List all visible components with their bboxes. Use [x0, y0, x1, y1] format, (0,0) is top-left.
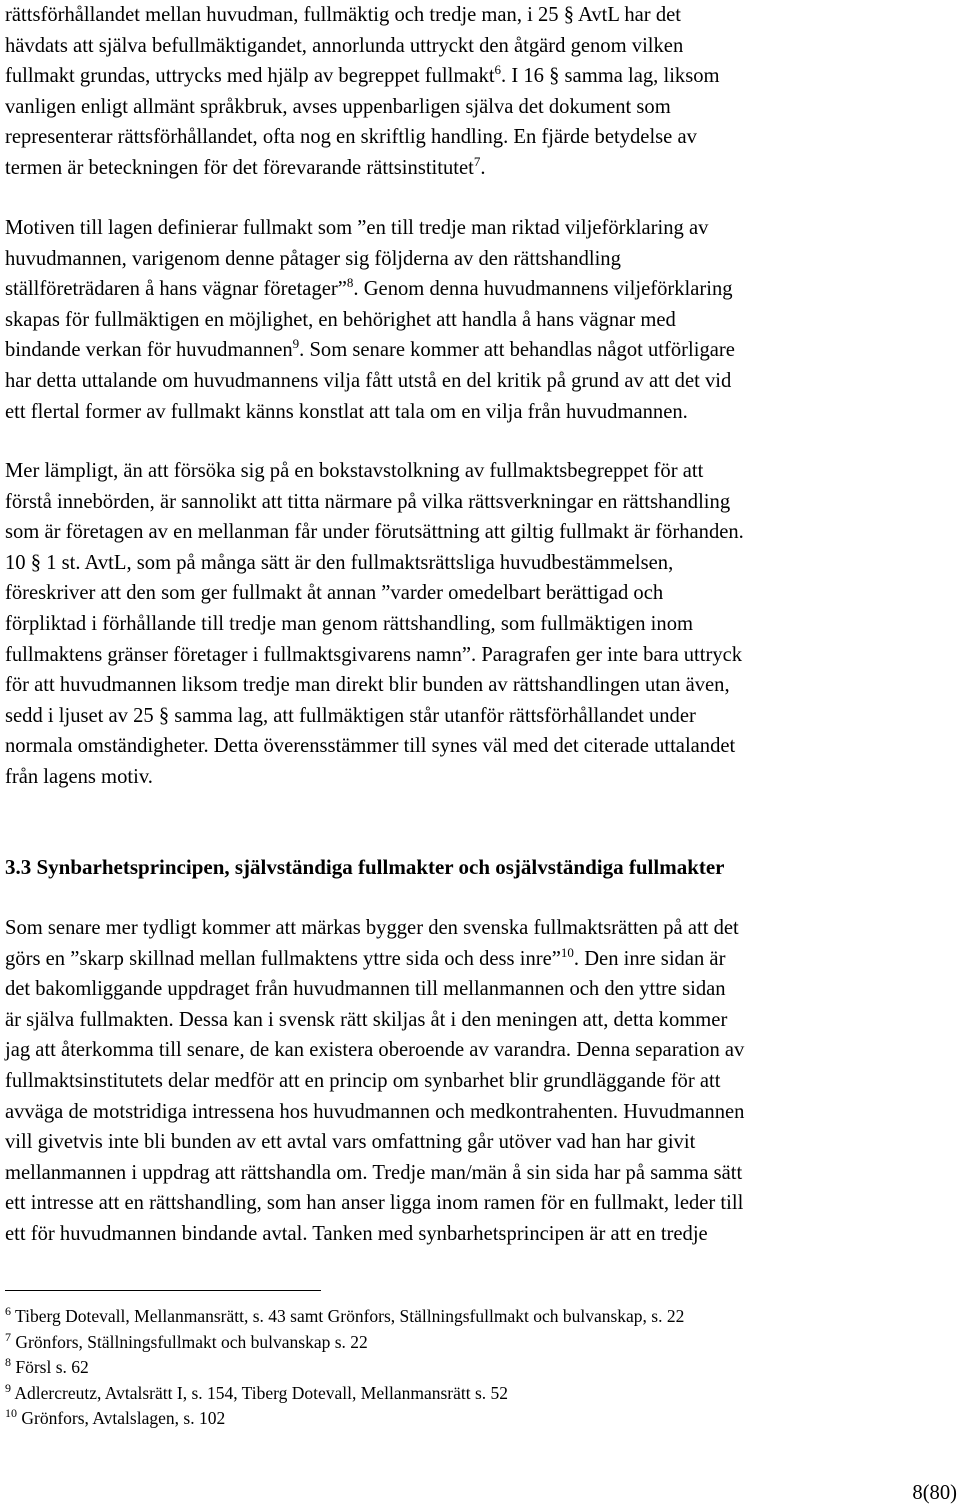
text-segment: rättsförhållandet mellan huvudman, fullmäktig och tredje man, i 25 § AvtL har det	[5, 4, 681, 26]
text-line	[5, 974, 950, 1005]
text-segment: termen är beteckningen för det förevarande rättsinstitutet	[5, 156, 474, 179]
footnote	[5, 1304, 684, 1330]
footnote	[5, 1355, 684, 1381]
text-line	[5, 517, 950, 548]
text-segment: . Genom denna huvudmannens viljeförklaring	[353, 278, 733, 301]
text-line	[5, 0, 950, 31]
footnote-reference: 8	[346, 275, 354, 291]
text-segment: vill givetvis inte bli bunden av ett avtal vars omfattning går utöver vad han har givit	[5, 1131, 696, 1154]
text-segment: som är företagen av en mellanman får under förutsättning att giltig fullmakt är förhanden.	[5, 521, 744, 544]
text-line	[5, 274, 950, 305]
footnote	[5, 1381, 684, 1407]
paragraph-4	[5, 913, 950, 1250]
text-line	[5, 731, 950, 762]
text-segment: förstå innebörden, är sannolikt att titta närmare på vilka rättsverkningar en rättshandling	[5, 490, 731, 513]
text-line	[5, 31, 950, 62]
footnote-text: Försl s. 62	[11, 1357, 89, 1378]
text-segment: bindande verkan för huvudmannen	[5, 339, 293, 362]
text-segment: det bakomliggande uppdraget från huvudmannen till mellanmannen och den yttre sidan	[5, 978, 726, 1001]
text-line	[5, 487, 950, 518]
text-segment: ett för huvudmannen bindande avtal. Tanken med synbarhetsprincipen är att en tredje	[5, 1222, 708, 1245]
text-segment: är själva fullmakten. Dessa kan i svensk rätt skiljas åt i den meningen att, detta kommer	[5, 1008, 728, 1031]
text-segment: förpliktad i förhållande till tredje man genom rättshandling, som fullmäktigen inom	[5, 612, 694, 635]
text-segment: fullmakt grundas, uttrycks med hjälp av begreppet fullmakt	[5, 65, 495, 88]
text-segment: skapas för fullmäktigen en möjlighet, en behörighet att handla å hans vägnar med	[5, 308, 676, 331]
text-line	[5, 762, 950, 793]
text-segment: fullmaktsinstitutets delar medför att en princip om synbarhet blir grundläggande för att	[5, 1069, 721, 1092]
footnote-reference: 9	[292, 336, 300, 352]
paragraph-3	[5, 456, 950, 793]
text-line	[5, 305, 950, 336]
footnote-reference: 6	[494, 62, 502, 78]
text-line	[5, 92, 950, 123]
footnote	[5, 1406, 684, 1432]
footnote-number: 10	[5, 1406, 17, 1421]
text-line	[5, 1158, 950, 1189]
text-segment: från lagens motiv.	[5, 765, 153, 788]
text-line	[5, 1035, 950, 1066]
footnote-number: 6	[5, 1304, 11, 1319]
footnotes	[5, 1304, 684, 1432]
footnote-divider	[5, 1290, 321, 1291]
text-segment: Som senare mer tydligt kommer att märkas bygger den svenska fullmaktsrätten på att det	[5, 917, 739, 939]
paragraph-2	[5, 213, 950, 427]
footnote-text: Grönfors, Ställningsfullmakt och bulvanskap s. 22	[11, 1331, 368, 1352]
text-segment: Mer lämpligt, än att försöka sig på en bokstavstolkning av fullmaktsbegreppet för att	[5, 460, 704, 482]
text-line	[5, 153, 950, 184]
text-segment: mellanmannen i uppdrag att rättshandla om. Tredje man/män å sin sida har på samma sätt	[5, 1161, 743, 1184]
text-segment: ett flertal former av fullmakt känns konstlat att tala om en vilja från huvudmannen.	[5, 400, 688, 423]
text-segment: representerar rättsförhållandet, ofta nog en skriftlig handling. En fjärde betydelse av	[5, 126, 697, 149]
text-line	[5, 335, 950, 366]
text-line	[5, 122, 950, 153]
text-segment: avväga de motstridiga intressena hos huvudmannen och medkontrahenten. Huvudmannen	[5, 1100, 745, 1123]
text-segment: jag att återkomma till senare, de kan existera oberoende av varandra. Denna separation av	[5, 1039, 745, 1062]
text-line	[5, 1127, 950, 1158]
footnote-number: 7	[5, 1329, 11, 1344]
text-line	[5, 670, 950, 701]
text-segment: huvudmannen, varigenom denne påtager sig följderna av den rättshandling	[5, 247, 621, 270]
footnote-text: Tiberg Dotevall, Mellanmansrätt, s. 43 samt Grönfors, Ställningsfullmakt och bulvanskap, s. 22	[11, 1306, 685, 1326]
text-line	[5, 640, 950, 671]
footnote-reference: 10	[560, 944, 574, 960]
text-line	[5, 244, 950, 275]
footnote-reference: 7	[473, 154, 481, 170]
text-segment: sedd i ljuset av 25 § samma lag, att fullmäktigen står utanför rättsförhållandet under	[5, 704, 696, 727]
text-segment: ett intresse att en rättshandling, som han anser ligga inom ramen för en fullmakt, leder till	[5, 1192, 744, 1215]
text-line	[5, 366, 950, 397]
paragraph-1	[5, 0, 950, 184]
text-line	[5, 609, 950, 640]
text-segment: fullmaktens gränser företager i fullmaktsgivarens namn”. Paragrafen ger inte bara uttryck	[5, 643, 743, 666]
text-segment: hävdats att själva befullmäktigandet, annorlunda uttryckt den åtgärd genom vilken	[5, 34, 684, 57]
text-segment: ställföreträdaren å hans vägnar företager”	[5, 278, 347, 301]
text-line	[5, 213, 950, 244]
footnote-text: Adlercreutz, Avtalsrätt I, s. 154, Tiberg Dotevall, Mellanmansrätt s. 52	[11, 1382, 509, 1403]
text-line	[5, 61, 950, 92]
section-heading: 3.3 Synbarhetsprincipen, självständiga fullmakter och osjälvständiga fullmakter	[5, 855, 725, 879]
text-segment: normala omständigheter. Detta överensstämmer till synes väl med det citerade uttalandet	[5, 735, 736, 758]
text-segment: . Den inre sidan är	[573, 947, 726, 970]
text-segment: vanligen enligt allmänt språkbruk, avses uppenbarligen själva det dokument som	[5, 95, 671, 118]
footnote-number: 9	[5, 1380, 11, 1395]
text-segment: för att huvudmannen liksom tredje man direkt blir bunden av rättshandlingen utan även,	[5, 674, 730, 697]
text-line	[5, 578, 950, 609]
text-segment: . I 16 § samma lag, liksom	[501, 65, 720, 88]
text-line	[5, 1097, 950, 1128]
text-segment: Motiven till lagen definierar fullmakt som ”en till tredje man riktad viljeförklaring av	[5, 217, 709, 239]
footnote-text: Grönfors, Avtalslagen, s. 102	[17, 1408, 226, 1429]
footnote-number: 8	[5, 1355, 11, 1370]
page-number: 8(80)	[912, 1482, 957, 1504]
text-line	[5, 1219, 950, 1250]
text-line	[5, 456, 950, 487]
text-line	[5, 397, 950, 428]
text-line	[5, 701, 950, 732]
text-segment: görs en ”skarp skillnad mellan fullmaktens yttre sida och dess inre”	[5, 947, 561, 970]
text-segment: .	[480, 156, 486, 179]
text-line	[5, 1066, 950, 1097]
text-line	[5, 1005, 950, 1036]
text-segment: föreskriver att den som ger fullmakt åt annan ”varder omedelbart berättigad och	[5, 582, 664, 605]
text-line	[5, 913, 950, 944]
text-segment: 10 § 1 st. AvtL, som på många sätt är den fullmaktsrättsliga huvudbestämmelsen,	[5, 551, 674, 574]
footnote	[5, 1330, 684, 1356]
text-line	[5, 1188, 950, 1219]
text-line	[5, 548, 950, 579]
text-segment: har detta uttalande om huvudmannens vilja fått utstå en del kritik på grund av att det vid	[5, 369, 732, 392]
text-line	[5, 944, 950, 975]
text-segment: . Som senare kommer att behandlas något utförligare	[299, 339, 735, 362]
